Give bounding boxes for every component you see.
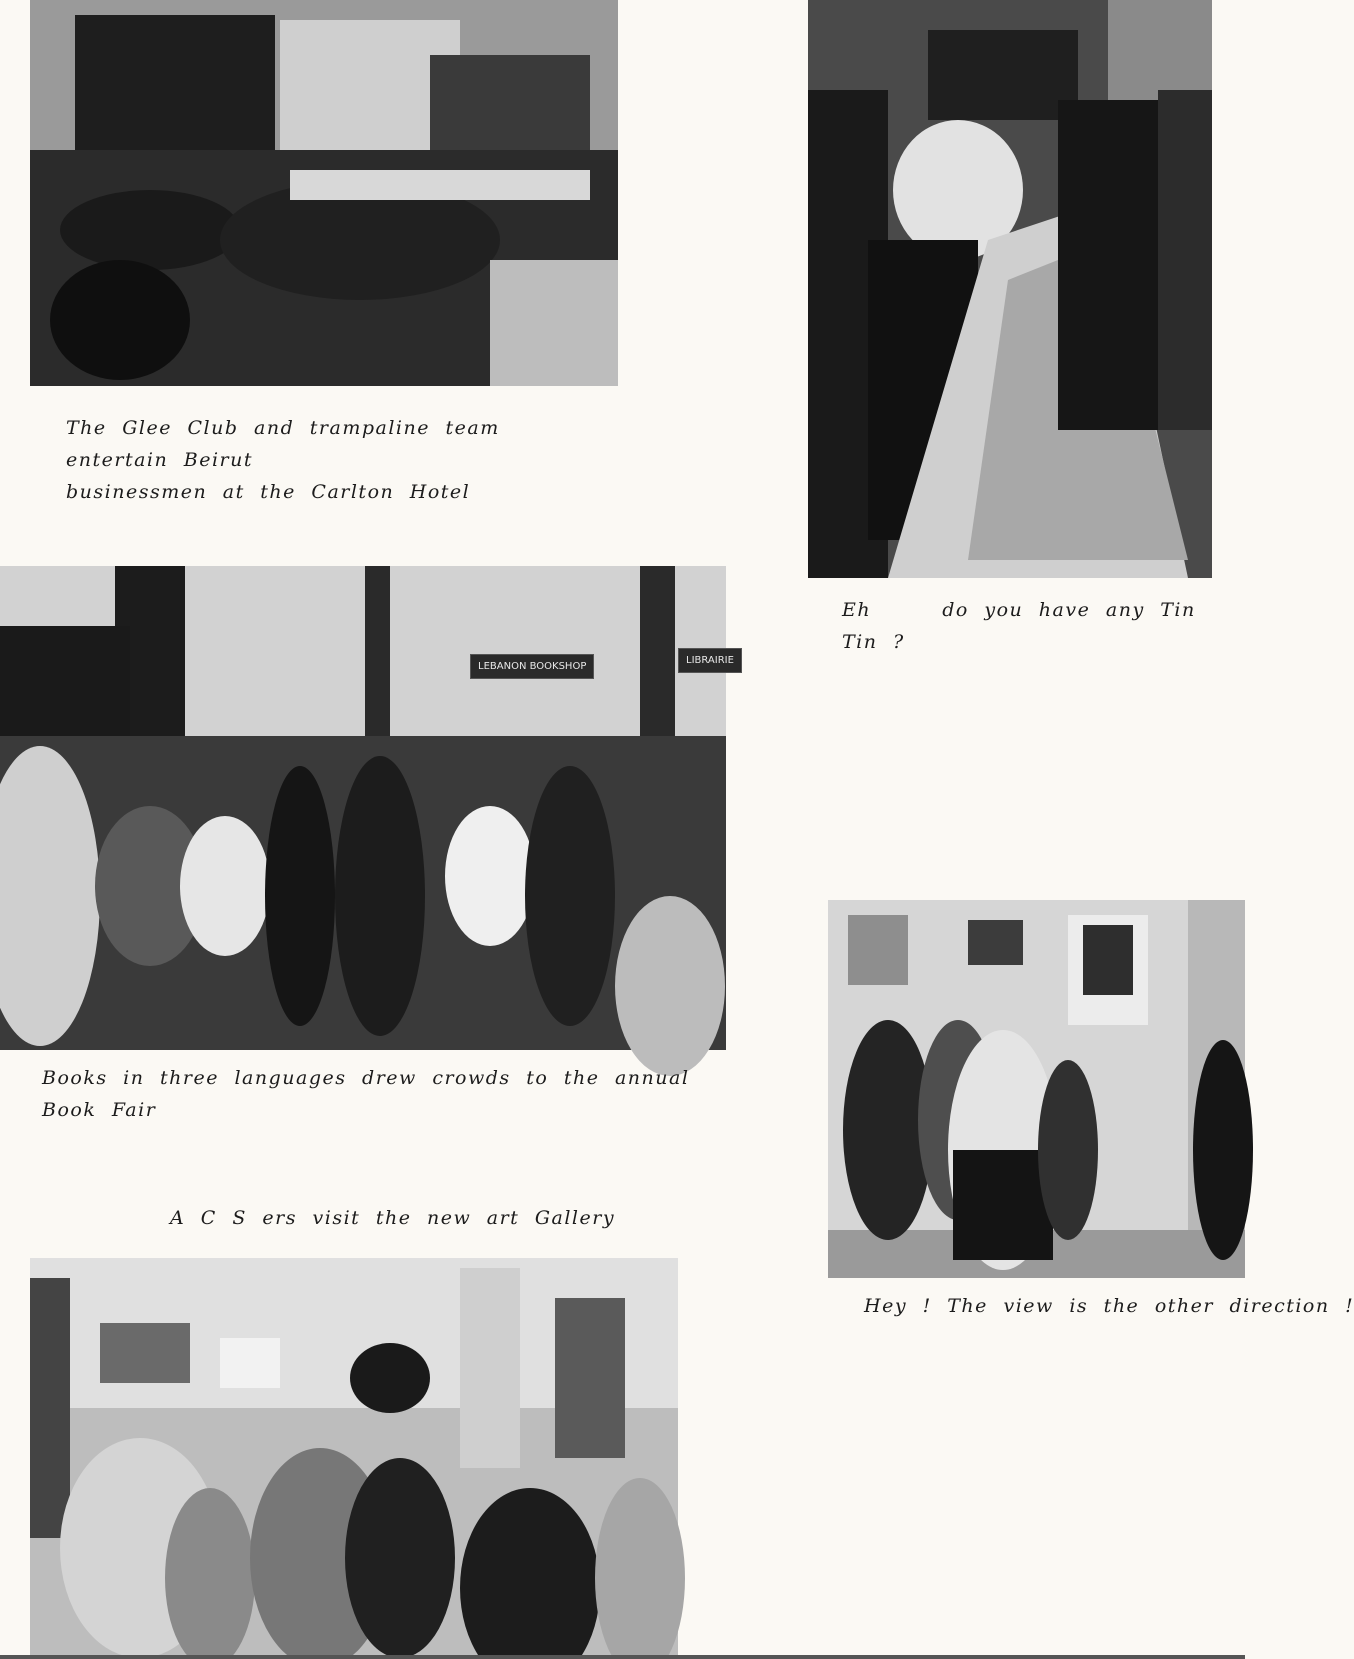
caption-tintin-b: do you have any Tin Tin ?	[842, 599, 1196, 653]
caption-glee-club-line1: The Glee Club and trampaline team entertain Beirut	[66, 417, 500, 471]
sign-bookshop: LEBANON BOOKSHOP	[470, 654, 594, 679]
photo-art-gallery	[30, 1258, 678, 1659]
caption-view-text: Hey ! The view is the other direction !	[864, 1295, 1354, 1317]
caption-art-gallery	[170, 1202, 690, 1234]
sign-librairie: LIBRAIRIE	[678, 648, 742, 673]
photo-glee-club-banquet	[30, 0, 618, 386]
photo-book-table	[808, 0, 1212, 578]
caption-glee-club	[66, 412, 606, 508]
caption-book-fair	[42, 1062, 742, 1126]
caption-art-gallery-text: A C S ers visit the new art Gallery	[170, 1207, 616, 1229]
photo-gallery-girls	[828, 900, 1245, 1278]
caption-view	[864, 1290, 1354, 1322]
caption-book-fair-text: Books in three languages drew crowds to the annual Book Fair	[42, 1067, 690, 1121]
caption-tintin-a: Eh	[842, 599, 872, 621]
caption-tintin	[842, 594, 1222, 658]
bottom-edge	[0, 1655, 1245, 1659]
photo-book-fair	[0, 566, 734, 1050]
caption-glee-club-line2: businessmen at the Carlton Hotel	[66, 481, 471, 503]
